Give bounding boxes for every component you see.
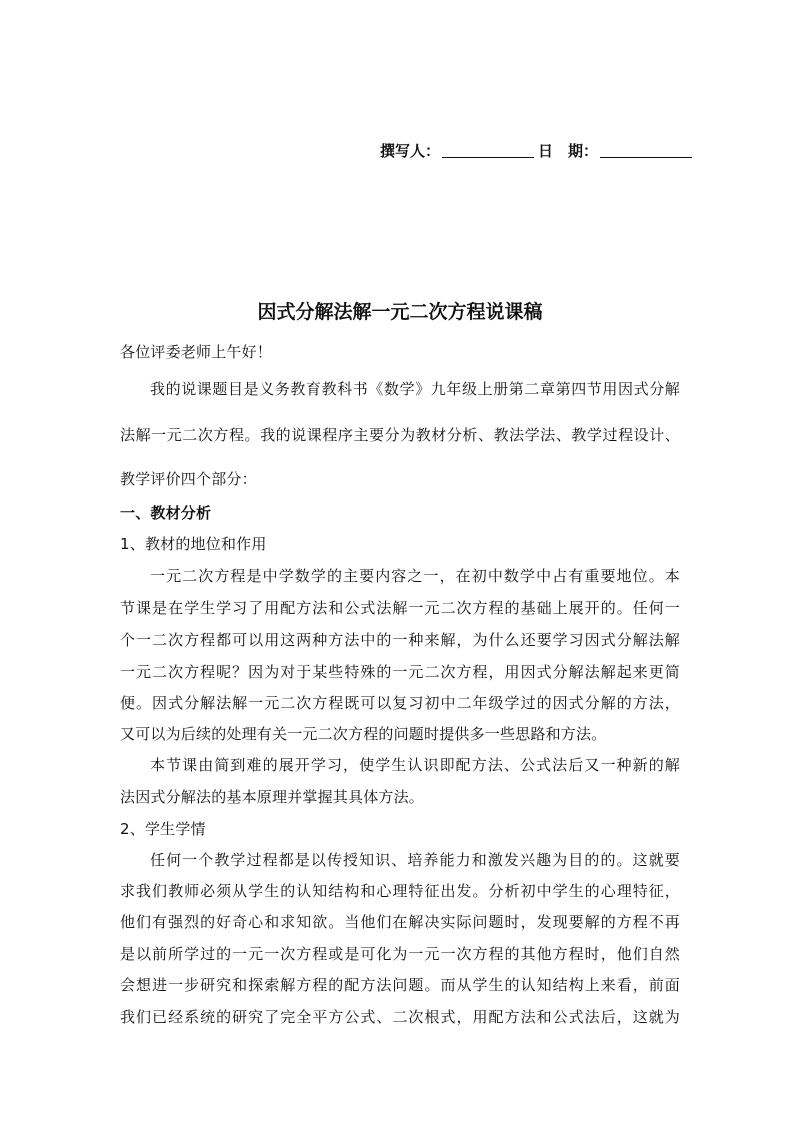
paragraph-line: 会想进一步研究和探索解方程的配方法问题。而从学生的认知结构上来看，前面 bbox=[120, 976, 680, 994]
paragraph-line: 任何一个教学过程都是以传授知识、培养能力和激发兴趣为目的的。这就要 bbox=[150, 851, 680, 869]
intro-line: 教学评价四个部分： bbox=[120, 470, 257, 488]
paragraph-line: 法因式分解法的基本原理并掌握其具体方法。 bbox=[120, 788, 425, 806]
document-title: 因式分解法解一元二次方程说课稿 bbox=[257, 301, 543, 323]
paragraph-line: 我们已经系统的研究了完全平方公式、二次根式，用配方法和公式法后，这就为 bbox=[120, 1008, 680, 1026]
subsection-heading: 1、教材的地位和作用 bbox=[120, 535, 267, 553]
paragraph-line: 是以前所学过的一元一次方程或是可化为一元一次方程的其他方程时，他们自然 bbox=[120, 945, 680, 963]
subsection-heading: 2、学生学情 bbox=[120, 820, 206, 838]
intro-line: 法解一元二次方程。我的说课程序主要分为教材分析、教法学法、教学过程设计、 bbox=[120, 426, 680, 444]
author-date-line bbox=[380, 140, 694, 161]
paragraph-line: 便。因式分解法解一元二次方程既可以复习初中二年级学过的因式分解的方法， bbox=[120, 694, 680, 712]
paragraph-line: 本节课由简到难的展开学习，使学生认识即配方法、公式法后又一种新的解 bbox=[150, 756, 680, 774]
author-label: 撰写人： bbox=[380, 142, 441, 160]
paragraph-line: 节课是在学生学习了用配方法和公式法解一元二次方程的基础上展开的。任何一 bbox=[120, 599, 680, 617]
paragraph-line: 他们有强烈的好奇心和求知欲。当他们在解决实际问题时，发现要解的方程不再 bbox=[120, 913, 680, 931]
greeting: 各位评委老师上午好！ bbox=[120, 343, 273, 361]
paragraph-line: 一元二次方程是中学数学的主要内容之一，在初中数学中占有重要地位。本 bbox=[150, 567, 680, 585]
paragraph-line: 求我们教师必须从学生的认知结构和心理特征出发。分析初中学生的心理特征， bbox=[120, 882, 680, 900]
date-blank bbox=[600, 143, 692, 158]
date-label: 日 期： bbox=[538, 142, 599, 160]
author-blank bbox=[442, 143, 534, 158]
section-heading: 一、教材分析 bbox=[120, 504, 212, 522]
intro-line: 我的说课题目是义务教育教科书《数学》九年级上册第二章第四节用因式分解 bbox=[150, 380, 680, 398]
paragraph-line: 个一二次方程都可以用这两种方法中的一种来解，为什么还要学习因式分解法解 bbox=[120, 631, 680, 649]
paragraph-line: 一元二次方程呢？因为对于某些特殊的一元二次方程，用因式分解法解起来更简 bbox=[120, 663, 680, 681]
paragraph-line: 又可以为后续的处理有关一元二次方程的问题时提供多一些思路和方法。 bbox=[120, 725, 607, 743]
